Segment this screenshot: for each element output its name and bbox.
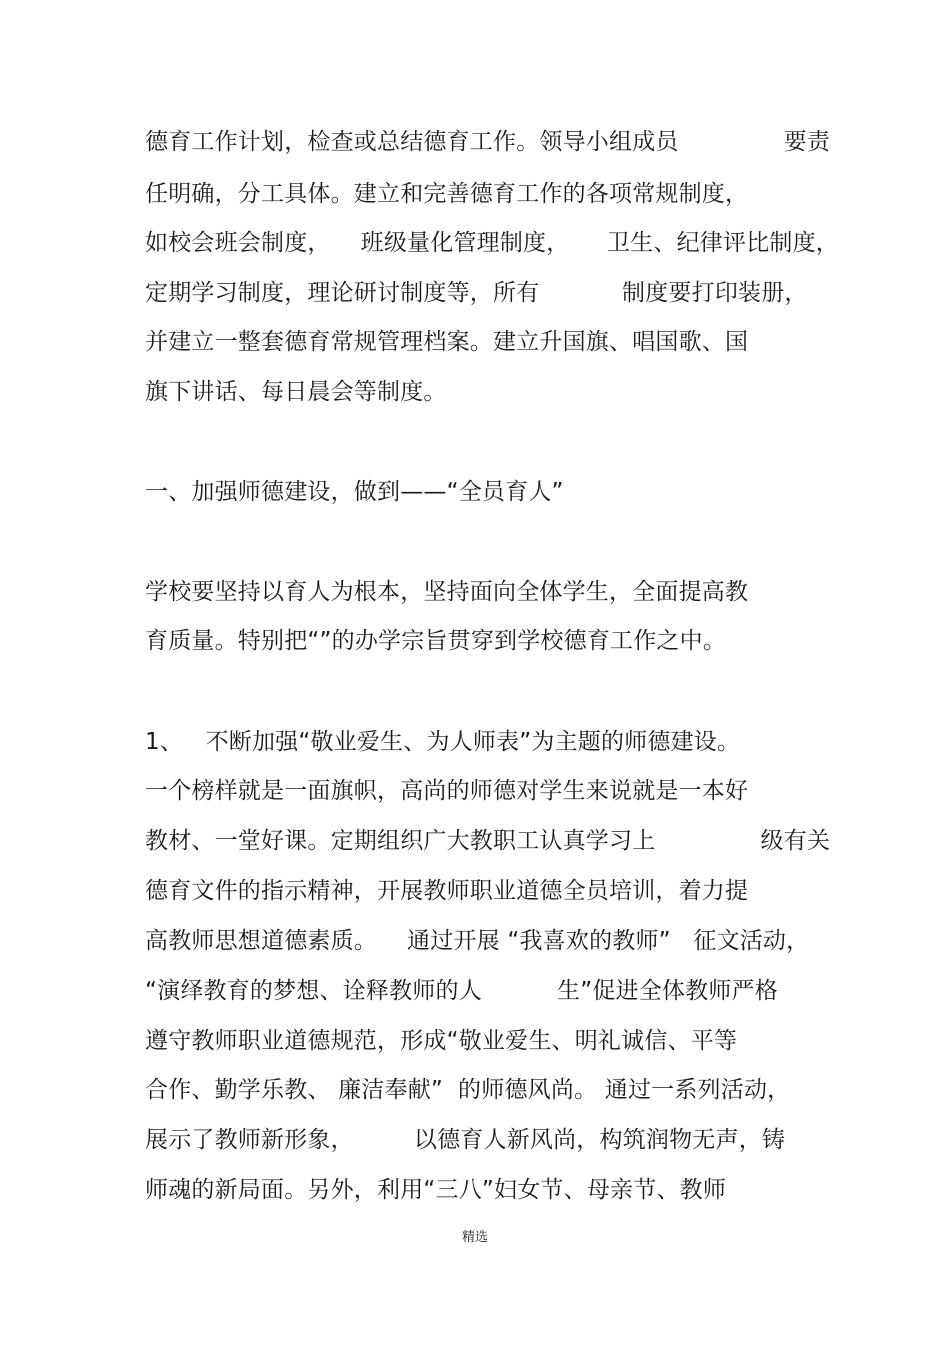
paragraph-2-line-2: 育质量。特别把“”的办学宗旨贯穿到学校德育工作之中。 (145, 628, 727, 654)
paragraph-3-line-8: 合作、勤学乐教、 廉洁奉献” 的师德风尚。 通过一系列活动， (145, 1077, 791, 1103)
paragraph-3-line-7: 遵守教师职业道德规范，形成“敬业爱生、明礼诚信、平等 (145, 1028, 738, 1054)
paragraph-1-line-6: 旗下讲话、每日晨会等制度。 (145, 379, 447, 405)
paragraph-2-line-1: 学校要坚持以育人为根本，坚持面向全体学生，全面提高教 (145, 579, 749, 605)
paragraph-3-line-6: “演绎教育的梦想、诠释教师的人 生”促进全体教师严格 (145, 978, 778, 1004)
paragraph-1-line-5: 并建立一整套德育常规管理档案。建立升国旗、唱国歌、国 (145, 329, 749, 355)
paragraph-3-line-4: 德育文件的指示精神，开展教师职业道德全员培训，着力提 (145, 878, 749, 904)
paragraph-1-line-4: 定期学习制度，理论研讨制度等，所有 制度要打印装册， (145, 280, 808, 306)
paragraph-3-line-10: 师魂的新局面。另外，利用“三八”妇女节、母亲节、教师 (145, 1177, 727, 1203)
paragraph-1-line-3: 如校会班会制度， 班级量化管理制度， 卫生、纪律评比制度， (145, 230, 839, 256)
section-heading: 一、加强师德建设，做到——“全员育人” (145, 479, 564, 505)
paragraph-1-line-2: 任明确，分工具体。建立和完善德育工作的各项常规制度， (145, 181, 749, 207)
paragraph-3-line-2: 一个榜样就是一面旗帜，高尚的师德对学生来说就是一本好 (145, 778, 749, 804)
paragraph-3-line-9: 展示了教师新形象， 以德育人新风尚，构筑润物无声，铸 (145, 1127, 786, 1153)
page-footer: 精选 (461, 1230, 488, 1245)
paragraph-3-line-5: 高教师思想道德素质。 通过开展 “我喜欢的教师” 征文活动， (145, 928, 810, 954)
paragraph-1-line-1: 德育工作计划，检查或总结德育工作。领导小组成员 要责 (145, 129, 831, 155)
paragraph-3-line-1: 1、 不断加强“敬业爱生、为人师表”为主题的师德建设。 (145, 729, 741, 755)
paragraph-3-line-3: 教材、一堂好课。定期组织广大教职工认真学习上 级有关 (145, 828, 831, 854)
